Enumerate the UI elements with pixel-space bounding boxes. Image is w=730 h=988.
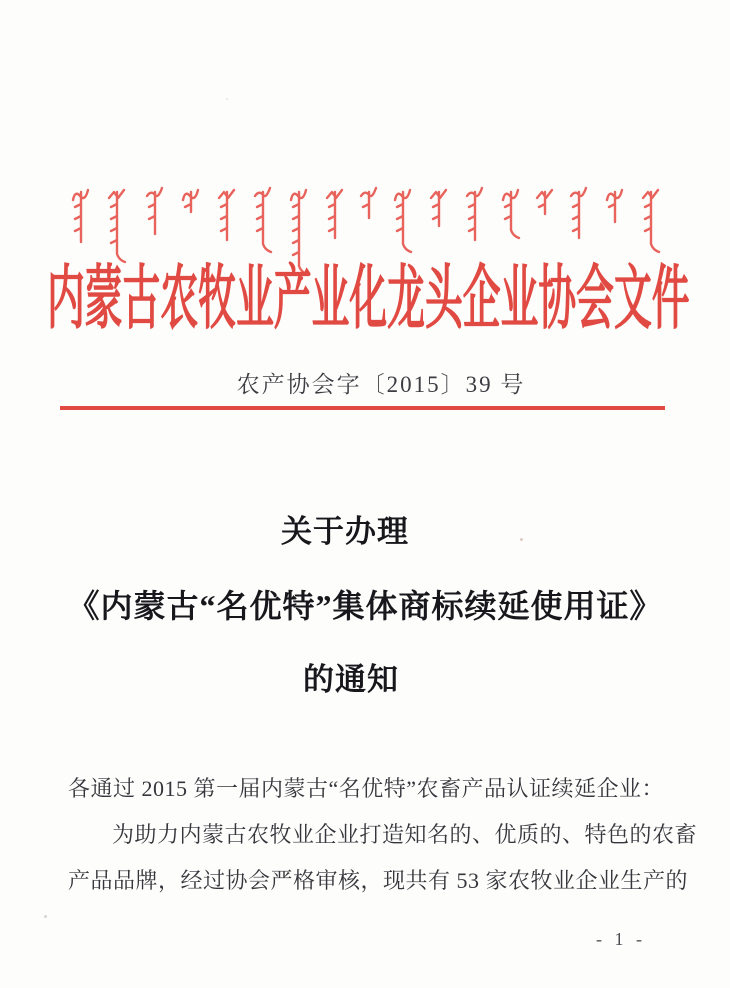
page-number: - 1 - (596, 929, 646, 949)
scan-speck (520, 538, 523, 541)
doc-number: 农产协会字〔2015〕39 号 (236, 372, 526, 397)
body-line: 各通过 2015 第一届内蒙古“名优特”农畜产品认证续延企业： (68, 776, 665, 801)
notice-title-line3: 的通知 (303, 662, 399, 697)
body-line: 产品品牌，经过协会严格审核，现共有 53 家农牧业企业生产的 (68, 868, 689, 893)
notice-title-line1: 关于办理 (281, 514, 409, 549)
red-divider-line (60, 406, 665, 410)
mongolian-script-banner (70, 186, 672, 272)
org-title: 内蒙古农牧业产业化龙头企业协会文件 (46, 261, 690, 338)
scan-speck (226, 98, 228, 100)
mongolian-script-graphic (70, 186, 672, 272)
org-title-wrap (0, 262, 730, 338)
body-line: 为助力内蒙古农牧业企业打造知名的、优质的、特色的农畜 (112, 822, 698, 847)
notice-title-line2: 《内蒙古“名优特”集体商标续延使用证》 (67, 588, 663, 624)
scan-speck (44, 915, 47, 918)
body-text (68, 766, 698, 904)
